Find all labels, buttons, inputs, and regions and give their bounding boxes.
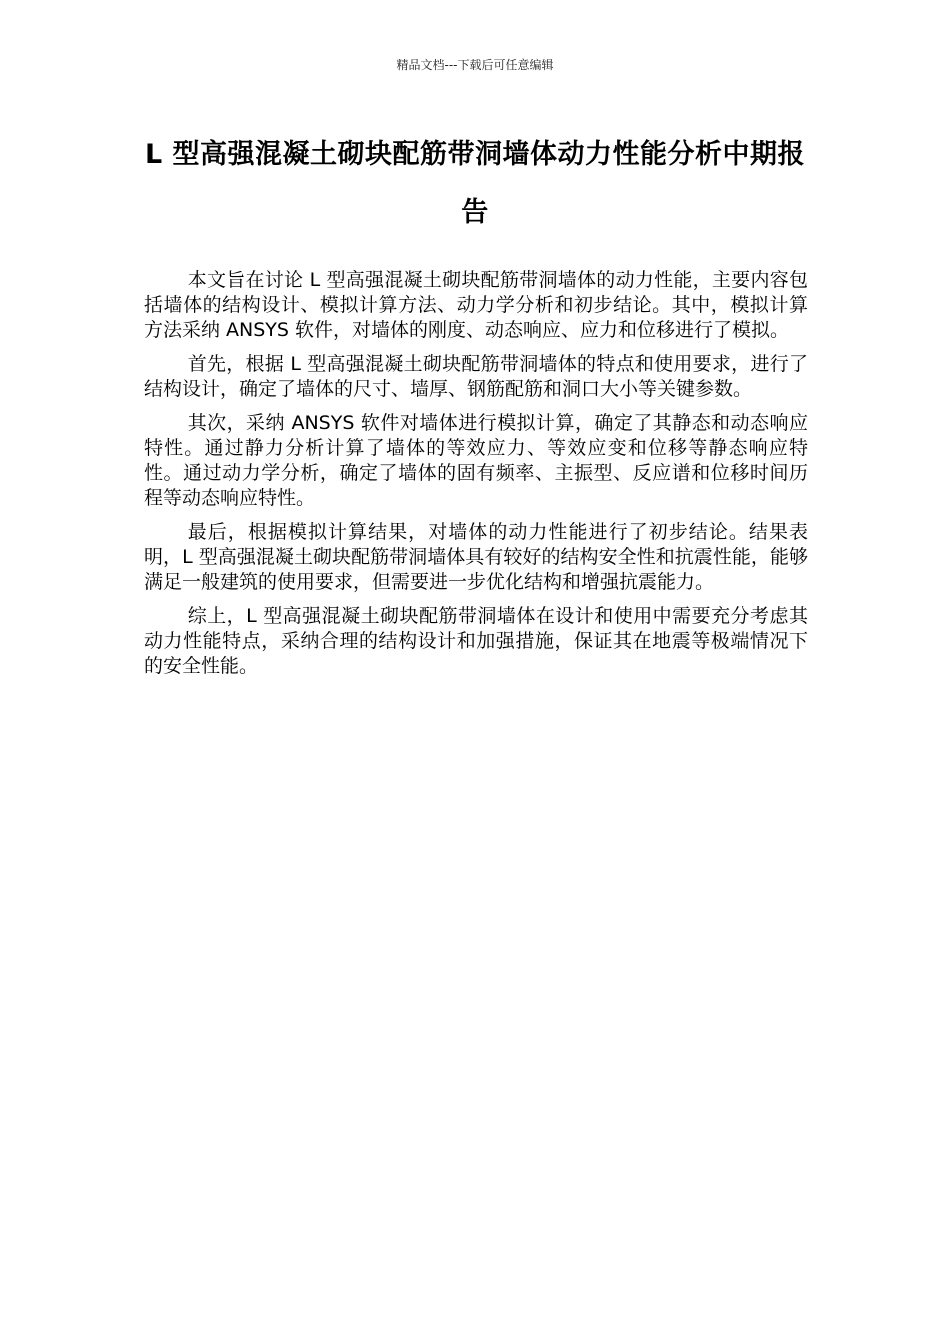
header-note: 精品文档---下载后可任意编辑 <box>396 58 554 72</box>
paragraph-intro: 本文旨在讨论 L 型高强混凝土砌块配筋带洞墙体的动力性能，主要内容包括墙体的结构设计、模拟计算方法、动力学分析和初步结论。其中，模拟计算方法采纳 ANSYS 软件，对墙体的刚度、动态响应、应力和位移进行了模拟。 <box>144 269 808 341</box>
document-body <box>144 268 808 688</box>
paragraph-design: 首先，根据 L 型高强混凝土砌块配筋带洞墙体的特点和使用要求，进行了结构设计，确定了墙体的尺寸、墙厚、钢筋配筋和洞口大小等关键参数。 <box>144 353 808 400</box>
paragraph-results: 最后，根据模拟计算结果，对墙体的动力性能进行了初步结论。结果表明，L 型高强混凝土砌块配筋带洞墙体具有较好的结构安全性和抗震性能，能够满足一般建筑的使用要求，但需要进一步优化结构和增强抗震能力。 <box>144 521 808 593</box>
paragraph-simulation: 其次，采纳 ANSYS 软件对墙体进行模拟计算，确定了其静态和动态响应特性。通过静力分析计算了墙体的等效应力、等效应变和位移等静态响应特性。通过动力学分析，确定了墙体的固有频率、主振型、反应谱和位移时间历程等动态响应特性。 <box>144 412 808 509</box>
document-title: L 型高强混凝土砌块配筋带洞墙体动力性能分析中期报告 <box>144 139 806 228</box>
paragraph-conclusion: 综上，L 型高强混凝土砌块配筋带洞墙体在设计和使用中需要充分考虑其动力性能特点，采纳合理的结构设计和加强措施，保证其在地震等极端情况下的安全性能。 <box>144 605 808 677</box>
